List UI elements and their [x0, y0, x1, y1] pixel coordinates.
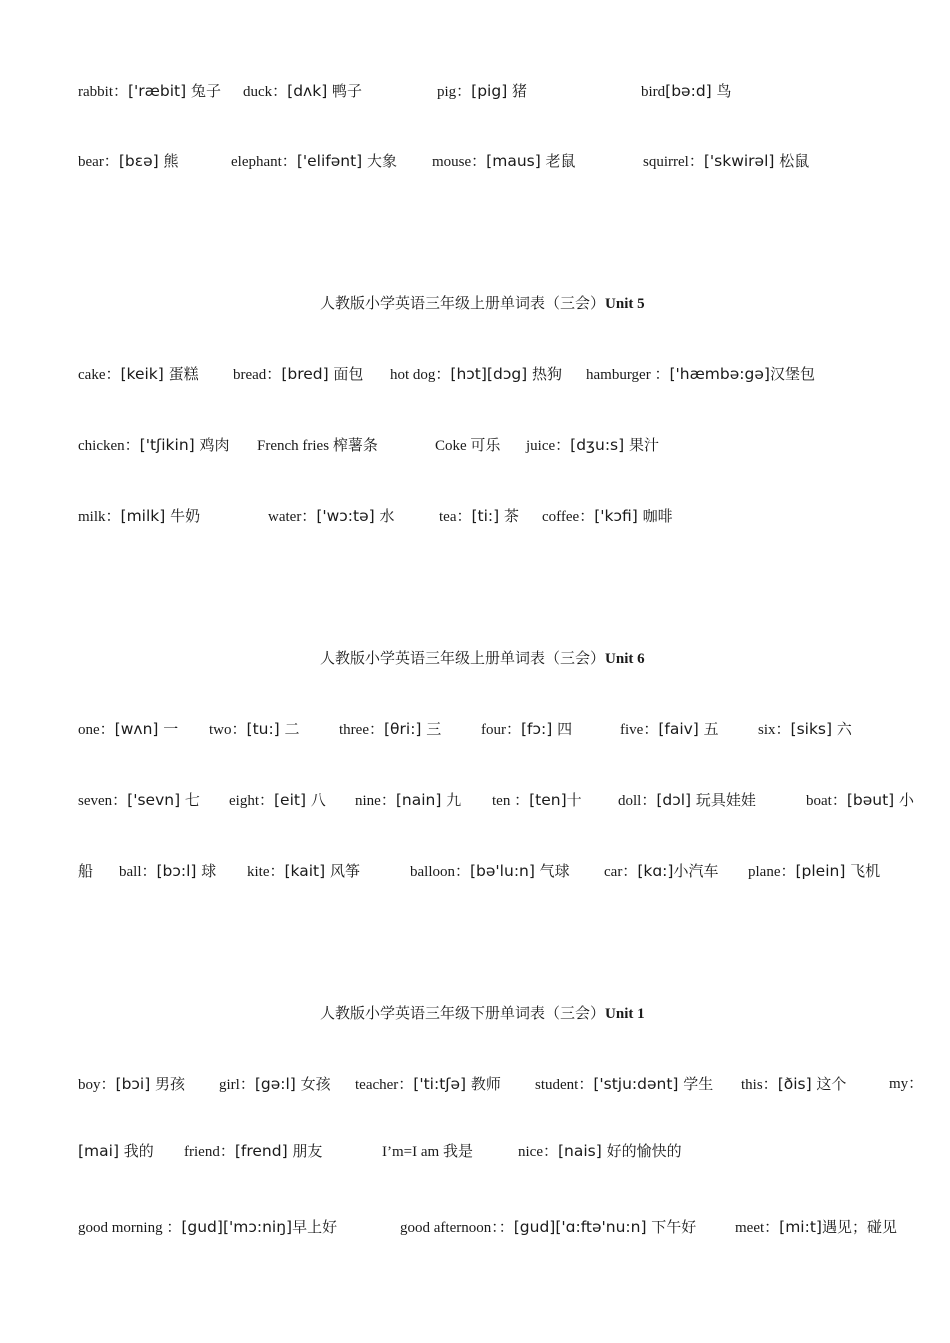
vocab-phonetic: ['skwirəl] [703, 152, 775, 170]
vocab-word: bread： [233, 367, 282, 383]
vocab-entry [231, 146, 397, 177]
vocab-phonetic: [bɛə] [118, 152, 159, 170]
vocab-line [0, 501, 950, 531]
vocab-meaning: 猪 [507, 82, 528, 100]
vocab-meaning: 我的 [119, 1142, 154, 1160]
vocab-meaning: 学生 [678, 1075, 714, 1093]
vocab-phonetic: [fɔ:] [521, 720, 553, 738]
vocab-entry [437, 76, 527, 107]
vocab-meaning: 熊 [158, 152, 179, 170]
section-title-text: 人教版小学英语三年级上册单词表（三会） [320, 296, 606, 312]
vocab-entry [229, 785, 326, 816]
vocab-phonetic: [siks] [790, 720, 833, 738]
vocab-meaning: 下午好 [646, 1218, 697, 1236]
vocab-meaning: 船 [78, 862, 94, 880]
vocab-meaning: 好的愉快的 [601, 1142, 682, 1160]
vocab-word: teacher： [355, 1077, 414, 1093]
vocab-meaning: 五 [698, 720, 719, 738]
vocab-phonetic: [plein] [795, 862, 846, 880]
vocab-phonetic: ['wɔ:tə] [316, 507, 375, 525]
vocab-word: hamburger ： [586, 367, 670, 383]
vocab-phonetic: [θri:] [383, 720, 422, 738]
vocab-phonetic: [bəut] [846, 791, 895, 809]
vocab-phonetic: [nain] [395, 791, 442, 809]
vocab-line [0, 714, 950, 744]
vocab-meaning: 蛋糕 [163, 365, 199, 383]
vocab-meaning: 果汁 [624, 436, 659, 454]
vocab-meaning: 小汽车 [673, 862, 719, 880]
vocab-entry [586, 359, 815, 390]
vocab-entry [243, 76, 362, 107]
vocab-entry [382, 1136, 473, 1167]
vocab-meaning: 老鼠 [540, 152, 576, 170]
vocab-entry [604, 856, 718, 887]
vocab-word: boy： [78, 1077, 116, 1093]
vocab-meaning: 教师 [466, 1075, 501, 1093]
vocab-entry [643, 146, 809, 177]
vocab-meaning: 牛奶 [165, 507, 201, 525]
vocab-line [0, 1069, 950, 1099]
vocab-word: plane： [748, 864, 796, 880]
vocab-meaning: 飞机 [845, 862, 881, 880]
vocab-word: two： [209, 722, 247, 738]
vocab-word: friend： [184, 1144, 235, 1160]
vocab-entry [219, 1069, 331, 1100]
vocab-phonetic: [faiv] [658, 720, 699, 738]
vocab-word: my： [889, 1076, 924, 1092]
vocab-word: I’m=I am [382, 1144, 443, 1160]
vocab-entry [78, 1136, 154, 1167]
vocab-line [0, 1136, 950, 1166]
vocab-meaning: 女孩 [295, 1075, 331, 1093]
vocab-meaning: 小 [894, 791, 914, 809]
vocab-phonetic: ['tʃikin] [139, 436, 195, 454]
vocab-entry [355, 785, 461, 816]
vocab-meaning: 汉堡包 [769, 365, 815, 383]
vocab-word: kite： [247, 864, 285, 880]
vocab-meaning: 咖啡 [637, 507, 673, 525]
vocab-phonetic: [gə:l] [254, 1075, 296, 1093]
vocab-entry [257, 430, 378, 461]
vocab-meaning: 茶 [499, 507, 519, 525]
vocab-line [0, 785, 950, 815]
vocab-word: nine： [355, 793, 396, 809]
vocab-meaning: 遇见；碰见 [821, 1218, 897, 1236]
vocab-word: meet： [735, 1220, 780, 1236]
vocab-meaning: 九 [441, 791, 462, 809]
vocab-line [0, 76, 950, 106]
vocab-entry [542, 501, 673, 532]
vocab-word: nice： [518, 1144, 558, 1160]
vocab-meaning: 玩具娃娃 [691, 791, 756, 809]
vocab-phonetic: [frend] [234, 1142, 288, 1160]
vocab-word: student： [535, 1077, 594, 1093]
vocab-word: this： [741, 1077, 778, 1093]
vocab-phonetic: [bɔ:l] [156, 862, 197, 880]
vocab-entry [748, 856, 880, 887]
vocab-meaning: 球 [196, 862, 217, 880]
vocab-line [0, 1212, 950, 1242]
vocab-phonetic: [wʌn] [114, 720, 159, 738]
vocab-phonetic: [bred] [281, 365, 329, 383]
vocab-word: Coke [435, 438, 471, 454]
vocab-phonetic: [tu:] [246, 720, 280, 738]
vocab-entry [439, 501, 519, 532]
vocab-word: ball： [119, 864, 157, 880]
vocab-word: French fries [257, 438, 333, 454]
vocab-meaning: 水 [374, 507, 395, 525]
vocab-word: mouse： [432, 154, 487, 170]
vocab-meaning: 可乐 [470, 436, 501, 454]
vocab-meaning: 鸭子 [327, 82, 363, 100]
vocab-entry [390, 359, 562, 390]
vocab-word: duck： [243, 84, 288, 100]
vocab-word: cake： [78, 367, 121, 383]
vocab-phonetic: [bə:d] [665, 82, 712, 100]
vocab-entry [78, 714, 178, 745]
vocab-meaning: 十 [566, 791, 582, 809]
vocab-word: six： [758, 722, 791, 738]
vocab-line [0, 430, 950, 460]
vocab-phonetic: [mai] [78, 1142, 119, 1160]
vocab-phonetic: [ðis] [777, 1075, 812, 1093]
vocab-phonetic: [dʒu:s] [570, 436, 625, 454]
vocab-entry [78, 1212, 337, 1243]
vocab-entry [618, 785, 756, 816]
vocab-phonetic: [bɔi] [115, 1075, 151, 1093]
vocab-entry [184, 1136, 322, 1167]
vocab-phonetic: ['elifənt] [296, 152, 363, 170]
vocab-word: chicken： [78, 438, 140, 454]
vocab-word: bear： [78, 154, 119, 170]
vocab-word: squirrel： [643, 154, 704, 170]
vocab-word: water： [268, 509, 317, 525]
vocab-meaning: 四 [552, 720, 573, 738]
unit-label: Unit 1 [605, 1006, 645, 1022]
vocab-entry [339, 714, 441, 745]
vocab-phonetic: [kɑ:] [637, 862, 674, 880]
vocab-entry [78, 856, 93, 887]
vocab-entry [410, 856, 570, 887]
vocab-entry [432, 146, 576, 177]
vocab-meaning: 这个 [811, 1075, 847, 1093]
vocab-word: seven： [78, 793, 128, 809]
section-title [320, 289, 645, 319]
vocab-word: girl： [219, 1077, 255, 1093]
vocab-entry [806, 785, 914, 816]
vocab-entry [78, 501, 200, 532]
section-title-text: 人教版小学英语三年级上册单词表（三会） [320, 651, 606, 667]
vocab-meaning: 二 [279, 720, 300, 738]
vocab-entry [268, 501, 394, 532]
section-title-text: 人教版小学英语三年级下册单词表（三会） [320, 1006, 606, 1022]
vocab-meaning: 榨薯条 [332, 436, 378, 454]
vocab-word: one： [78, 722, 115, 738]
vocab-entry [119, 856, 216, 887]
vocab-meaning: 朋友 [287, 1142, 323, 1160]
vocab-word: doll： [618, 793, 657, 809]
vocab-phonetic: [dɔl] [656, 791, 692, 809]
section-title [320, 644, 645, 674]
vocab-word: rabbit： [78, 84, 128, 100]
vocab-meaning: 松鼠 [774, 152, 810, 170]
vocab-phonetic: ['stju:dənt] [593, 1075, 679, 1093]
vocab-phonetic: ['ti:tʃə] [413, 1075, 467, 1093]
vocab-meaning: 风筝 [325, 862, 360, 880]
vocab-word: pig： [437, 84, 472, 100]
vocab-word: boat： [806, 793, 847, 809]
vocab-word: bird [641, 84, 666, 100]
vocab-entry [78, 146, 178, 177]
vocab-phonetic: ['kɔfi] [594, 507, 638, 525]
vocab-entry [233, 359, 363, 390]
vocab-phonetic: ['ræbit] [128, 82, 187, 100]
vocab-meaning: 我是 [442, 1142, 473, 1160]
vocab-phonetic: ['hæmbə:gə] [669, 365, 770, 383]
vocab-line [0, 146, 950, 176]
vocab-word: good morning ： [78, 1220, 182, 1236]
vocab-phonetic: [pig] [471, 82, 508, 100]
vocab-phonetic: [nais] [557, 1142, 602, 1160]
vocab-entry [492, 785, 582, 816]
vocab-meaning: 大象 [362, 152, 397, 170]
vocab-entry [78, 430, 230, 461]
vocab-entry [889, 1069, 923, 1099]
vocab-phonetic: [dʌk] [287, 82, 328, 100]
vocab-entry [535, 1069, 713, 1100]
vocab-word: elephant： [231, 154, 297, 170]
vocab-entry [78, 1069, 185, 1100]
vocab-phonetic: [ti:] [471, 507, 500, 525]
vocab-meaning: 气球 [534, 862, 570, 880]
vocab-word: good afternoon：： [400, 1220, 514, 1236]
vocab-word: balloon： [410, 864, 470, 880]
vocab-entry [78, 359, 199, 390]
vocab-meaning: 男孩 [150, 1075, 186, 1093]
vocab-line [0, 359, 950, 389]
vocab-phonetic: [keik] [120, 365, 164, 383]
vocab-entry [78, 785, 200, 816]
vocab-meaning: 八 [306, 791, 326, 809]
vocab-word: tea： [439, 509, 472, 525]
vocab-meaning: 鸡肉 [194, 436, 230, 454]
vocab-word: juice： [526, 438, 571, 454]
vocab-phonetic: [mi:t] [779, 1218, 822, 1236]
vocab-meaning: 三 [421, 720, 442, 738]
vocab-phonetic: [gud]['mɔ:niŋ] [181, 1218, 293, 1236]
vocab-meaning: 兔子 [186, 82, 221, 100]
vocab-word: eight： [229, 793, 274, 809]
vocab-entry [735, 1212, 897, 1243]
vocab-word: milk： [78, 509, 121, 525]
vocab-entry [481, 714, 572, 745]
vocab-entry [526, 430, 659, 461]
vocab-meaning: 七 [180, 791, 200, 809]
vocab-entry [741, 1069, 846, 1100]
section-title [320, 999, 645, 1029]
vocab-entry [400, 1212, 696, 1243]
vocab-word: five： [620, 722, 659, 738]
vocab-phonetic: [eit] [274, 791, 307, 809]
vocab-phonetic: [milk] [120, 507, 166, 525]
vocab-line [0, 856, 950, 886]
vocab-phonetic: [ten] [529, 791, 567, 809]
vocab-entry [641, 76, 731, 107]
vocab-phonetic: [bə'lu:n] [470, 862, 535, 880]
vocab-phonetic: [kait] [284, 862, 326, 880]
vocab-entry [518, 1136, 682, 1167]
vocab-entry [78, 76, 221, 107]
vocab-meaning: 六 [832, 720, 852, 738]
vocab-word: four： [481, 722, 521, 738]
vocab-entry [620, 714, 719, 745]
vocab-entry [758, 714, 852, 745]
unit-label: Unit 6 [605, 651, 645, 667]
vocab-entry [247, 856, 360, 887]
vocab-phonetic: [hɔt][dɔg] [450, 365, 528, 383]
unit-label: Unit 5 [605, 296, 645, 312]
vocab-meaning: 鸟 [711, 82, 732, 100]
vocab-word: hot dog： [390, 367, 451, 383]
vocab-entry [209, 714, 300, 745]
vocab-phonetic: [maus] [486, 152, 541, 170]
vocab-meaning: 面包 [328, 365, 364, 383]
vocab-word: coffee： [542, 509, 595, 525]
vocab-word: car： [604, 864, 638, 880]
vocab-word: three： [339, 722, 384, 738]
vocab-meaning: 早上好 [292, 1218, 338, 1236]
vocab-entry [355, 1069, 501, 1100]
vocab-word: ten ： [492, 793, 530, 809]
vocab-phonetic: [gud]['ɑ:ftə'nu:n] [513, 1218, 647, 1236]
vocab-meaning: 热狗 [527, 365, 562, 383]
vocab-phonetic: ['sevn] [127, 791, 181, 809]
vocab-meaning: 一 [158, 720, 179, 738]
vocab-entry [435, 430, 500, 461]
